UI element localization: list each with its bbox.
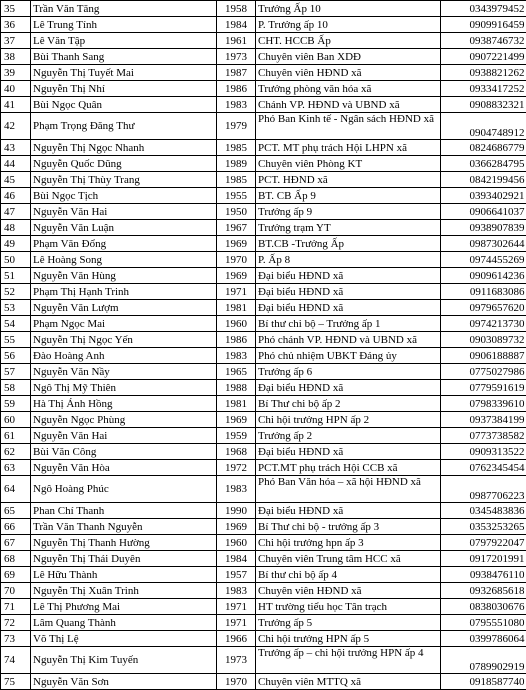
row-number-cell[interactable]: 42 xyxy=(1,113,31,140)
name-cell[interactable]: Nguyễn Quốc Dũng xyxy=(31,156,217,172)
birth-year-cell[interactable]: 1986 xyxy=(217,81,256,97)
position-cell[interactable]: BT.CB -Trưởng Ấp xyxy=(256,236,441,252)
name-cell[interactable]: Nguyễn Thị Kim Tuyến xyxy=(31,647,217,674)
row-number-cell[interactable]: 37 xyxy=(1,33,31,49)
row-number-cell[interactable]: 51 xyxy=(1,268,31,284)
table-row xyxy=(1,17,526,33)
phone-cell[interactable]: 0909614236 xyxy=(441,268,526,284)
position-cell[interactable]: Đại biểu HĐND xã xyxy=(256,503,441,519)
position-cell[interactable]: PCT. MT phụ trách Hội LHPN xã xyxy=(256,140,441,156)
position-cell[interactable]: Trưởng phòng văn hóa xã xyxy=(256,81,441,97)
birth-year-cell[interactable]: 1986 xyxy=(217,332,256,348)
phone-cell[interactable]: 0906641037 xyxy=(441,204,526,220)
row-number-cell[interactable]: 46 xyxy=(1,188,31,204)
row-number-cell[interactable]: 74 xyxy=(1,647,31,674)
name-cell[interactable]: Nguyễn Thị Ngọc Nhanh xyxy=(31,140,217,156)
phone-cell[interactable]: 0393402921 xyxy=(441,188,526,204)
birth-year-cell[interactable]: 1971 xyxy=(217,599,256,615)
table-row xyxy=(1,49,526,65)
birth-year-cell[interactable]: 1983 xyxy=(217,476,256,503)
table-row xyxy=(1,172,526,188)
phone-cell[interactable]: 0904748912 xyxy=(441,113,526,140)
birth-year-cell[interactable]: 1960 xyxy=(217,316,256,332)
birth-year-cell[interactable]: 1985 xyxy=(217,140,256,156)
name-cell[interactable]: Bùi Ngọc Tịch xyxy=(31,188,217,204)
birth-year-cell[interactable]: 1970 xyxy=(217,252,256,268)
row-number-cell[interactable]: 72 xyxy=(1,615,31,631)
row-number-cell[interactable]: 69 xyxy=(1,567,31,583)
birth-year-cell[interactable]: 1957 xyxy=(217,567,256,583)
row-number-cell[interactable]: 56 xyxy=(1,348,31,364)
birth-year-cell[interactable]: 1973 xyxy=(217,49,256,65)
row-number-cell[interactable]: 66 xyxy=(1,519,31,535)
table-row xyxy=(1,33,526,49)
phone-cell[interactable]: 0838030676 xyxy=(441,599,526,615)
row-number-cell[interactable]: 35 xyxy=(1,1,31,17)
birth-year-cell[interactable]: 1979 xyxy=(217,113,256,140)
birth-year-cell[interactable]: 1987 xyxy=(217,65,256,81)
birth-year-cell[interactable]: 1983 xyxy=(217,348,256,364)
table-row xyxy=(1,97,526,113)
name-cell[interactable]: Hà Thị Ánh Hồng xyxy=(31,396,217,412)
name-cell[interactable]: Nguyễn Thị Xuân Trinh xyxy=(31,583,217,599)
phone-cell[interactable]: 0343979452 xyxy=(441,1,526,17)
table-row xyxy=(1,284,526,300)
table-row xyxy=(1,236,526,252)
birth-year-cell[interactable]: 1984 xyxy=(217,551,256,567)
name-cell[interactable]: Nguyễn Văn Hòa xyxy=(31,460,217,476)
phone-cell[interactable]: 0937384199 xyxy=(441,412,526,428)
position-cell[interactable]: Phó chánh VP. HĐND và UBND xã xyxy=(256,332,441,348)
row-number-cell[interactable]: 44 xyxy=(1,156,31,172)
row-number-cell[interactable]: 71 xyxy=(1,599,31,615)
birth-year-cell[interactable]: 1966 xyxy=(217,631,256,647)
phone-cell[interactable]: 0795551080 xyxy=(441,615,526,631)
position-cell[interactable]: Chánh VP. HĐND và UBND xã xyxy=(256,97,441,113)
phone-cell[interactable]: 0938746732 xyxy=(441,33,526,49)
row-number-cell[interactable]: 48 xyxy=(1,220,31,236)
position-cell[interactable]: Chuyên viên HĐND xã xyxy=(256,65,441,81)
birth-year-cell[interactable]: 1985 xyxy=(217,172,256,188)
table-row xyxy=(1,647,526,674)
phone-cell[interactable]: 0345483836 xyxy=(441,503,526,519)
row-number-cell[interactable]: 45 xyxy=(1,172,31,188)
birth-year-cell[interactable]: 1973 xyxy=(217,647,256,674)
name-cell[interactable]: Phạm Văn Đổng xyxy=(31,236,217,252)
position-cell[interactable]: Đại biểu HĐND xã xyxy=(256,300,441,316)
table-row xyxy=(1,519,526,535)
name-cell[interactable]: Nguyễn Văn Hai xyxy=(31,204,217,220)
row-number-cell[interactable]: 49 xyxy=(1,236,31,252)
birth-year-cell[interactable]: 1959 xyxy=(217,428,256,444)
name-cell[interactable]: Trần Văn Thanh Nguyễn xyxy=(31,519,217,535)
table-row xyxy=(1,412,526,428)
table-row xyxy=(1,674,526,690)
position-cell[interactable]: Chuyên viên Ban XDĐ xyxy=(256,49,441,65)
phone-cell[interactable]: 0824686779 xyxy=(441,140,526,156)
name-cell[interactable]: Nguyễn Thị Tuyết Mai xyxy=(31,65,217,81)
position-cell[interactable]: BT. CB Ấp 9 xyxy=(256,188,441,204)
table-row xyxy=(1,81,526,97)
table-row xyxy=(1,460,526,476)
birth-year-cell[interactable]: 1983 xyxy=(217,97,256,113)
position-cell[interactable]: Trưởng ấp 6 xyxy=(256,364,441,380)
birth-year-cell[interactable]: 1968 xyxy=(217,444,256,460)
table-row xyxy=(1,599,526,615)
table-row xyxy=(1,252,526,268)
birth-year-cell[interactable]: 1971 xyxy=(217,284,256,300)
name-cell[interactable]: Nguyễn Ngọc Phùng xyxy=(31,412,217,428)
table-row xyxy=(1,396,526,412)
row-number-cell[interactable]: 55 xyxy=(1,332,31,348)
table-row xyxy=(1,268,526,284)
birth-year-cell[interactable]: 1967 xyxy=(217,220,256,236)
name-cell[interactable]: Nguyễn Văn Luận xyxy=(31,220,217,236)
name-cell[interactable]: Ngô Thị Mỹ Thiên xyxy=(31,380,217,396)
position-cell[interactable]: Chuyên viên MTTQ xã xyxy=(256,674,441,690)
phone-cell[interactable]: 0918587740 xyxy=(441,674,526,690)
row-number-cell[interactable]: 65 xyxy=(1,503,31,519)
name-cell[interactable]: Nguyễn Văn Hai xyxy=(31,428,217,444)
phone-cell[interactable]: 0906188887 xyxy=(441,348,526,364)
phone-cell[interactable]: 0933417252 xyxy=(441,81,526,97)
phone-cell[interactable]: 0775027986 xyxy=(441,364,526,380)
name-cell[interactable]: Lê Trung Tính xyxy=(31,17,217,33)
phone-cell[interactable]: 0938476110 xyxy=(441,567,526,583)
phone-cell[interactable]: 0798339610 xyxy=(441,396,526,412)
table-row xyxy=(1,204,526,220)
table-row xyxy=(1,503,526,519)
row-number-cell[interactable]: 75 xyxy=(1,674,31,690)
row-number-cell[interactable]: 38 xyxy=(1,49,31,65)
table-row xyxy=(1,1,526,17)
position-cell[interactable]: Chuyên viên Phòng KT xyxy=(256,156,441,172)
phone-cell[interactable]: 0907221499 xyxy=(441,49,526,65)
phone-cell[interactable]: 0908832321 xyxy=(441,97,526,113)
phone-cell[interactable]: 0932685618 xyxy=(441,583,526,599)
position-cell[interactable]: Bí thư chi bộ ấp 4 xyxy=(256,567,441,583)
row-number-cell[interactable]: 60 xyxy=(1,412,31,428)
position-cell[interactable]: Chi hội trưởng HPN ấp 2 xyxy=(256,412,441,428)
position-cell[interactable]: Bí Thư chi bộ - trưởng ấp 3 xyxy=(256,519,441,535)
position-cell[interactable]: Phó chủ nhiệm UBKT Đảng ủy xyxy=(256,348,441,364)
name-cell[interactable]: Lê Thị Phương Mai xyxy=(31,599,217,615)
position-cell[interactable]: Bí thư chi bộ – Trưởng ấp 1 xyxy=(256,316,441,332)
name-cell[interactable]: Nguyễn Thị Thùy Trang xyxy=(31,172,217,188)
position-cell[interactable]: Đại biểu HĐND xã xyxy=(256,380,441,396)
row-number-cell[interactable]: 70 xyxy=(1,583,31,599)
phone-cell[interactable]: 0399786064 xyxy=(441,631,526,647)
position-cell[interactable]: Chi hội trưởng hpn ấp 3 xyxy=(256,535,441,551)
table-row xyxy=(1,631,526,647)
table-row xyxy=(1,140,526,156)
birth-year-cell[interactable]: 1981 xyxy=(217,300,256,316)
birth-year-cell[interactable]: 1955 xyxy=(217,188,256,204)
phone-cell[interactable]: 0762345454 xyxy=(441,460,526,476)
table-row xyxy=(1,156,526,172)
table-row xyxy=(1,300,526,316)
birth-year-cell[interactable]: 1969 xyxy=(217,236,256,252)
name-cell[interactable]: Lâm Quang Thành xyxy=(31,615,217,631)
name-cell[interactable]: Phan Chí Thanh xyxy=(31,503,217,519)
position-cell[interactable]: Trưởng ấp 2 xyxy=(256,428,441,444)
phone-cell[interactable]: 0842199456 xyxy=(441,172,526,188)
position-cell[interactable]: PCT. HĐND xã xyxy=(256,172,441,188)
table-row xyxy=(1,380,526,396)
name-cell[interactable]: Võ Thị Lệ xyxy=(31,631,217,647)
table-row xyxy=(1,567,526,583)
phone-cell[interactable]: 0974455269 xyxy=(441,252,526,268)
birth-year-cell[interactable]: 1965 xyxy=(217,364,256,380)
name-cell[interactable]: Nguyễn Thị Nhí xyxy=(31,81,217,97)
phone-cell[interactable]: 0779591619 xyxy=(441,380,526,396)
birth-year-cell[interactable]: 1989 xyxy=(217,156,256,172)
name-cell[interactable]: Phạm Ngọc Mai xyxy=(31,316,217,332)
birth-year-cell[interactable]: 1971 xyxy=(217,615,256,631)
name-cell[interactable]: Đào Hoàng Anh xyxy=(31,348,217,364)
name-cell[interactable]: Phạm Thị Hạnh Trinh xyxy=(31,284,217,300)
table-row xyxy=(1,583,526,599)
position-cell[interactable]: PCT.MT phụ trách Hội CCB xã xyxy=(256,460,441,476)
table-row xyxy=(1,535,526,551)
phone-cell[interactable]: 0987706223 xyxy=(441,476,526,503)
row-number-cell[interactable]: 50 xyxy=(1,252,31,268)
name-cell[interactable]: Trần Văn Tăng xyxy=(31,1,217,17)
phone-cell[interactable]: 0979657620 xyxy=(441,300,526,316)
table-row xyxy=(1,551,526,567)
birth-year-cell[interactable]: 1969 xyxy=(217,268,256,284)
birth-year-cell[interactable]: 1983 xyxy=(217,583,256,599)
birth-year-cell[interactable]: 1950 xyxy=(217,204,256,220)
position-cell[interactable]: Đại biểu HĐND xã xyxy=(256,268,441,284)
position-cell[interactable]: HT trường tiểu học Tân trạch xyxy=(256,599,441,615)
row-number-cell[interactable]: 68 xyxy=(1,551,31,567)
birth-year-cell[interactable]: 1961 xyxy=(217,33,256,49)
name-cell[interactable]: Nguyễn Văn Lượm xyxy=(31,300,217,316)
position-cell[interactable]: Phó Ban Văn hóa – xã hội HĐND xã xyxy=(256,476,441,503)
birth-year-cell[interactable]: 1969 xyxy=(217,412,256,428)
birth-year-cell[interactable]: 1972 xyxy=(217,460,256,476)
phone-cell[interactable]: 0353253265 xyxy=(441,519,526,535)
name-cell[interactable]: Phạm Trọng Đăng Thư xyxy=(31,113,217,140)
row-number-cell[interactable]: 63 xyxy=(1,460,31,476)
name-cell[interactable]: Lê Văn Tập xyxy=(31,33,217,49)
name-cell[interactable]: Ngô Hoàng Phúc xyxy=(31,476,217,503)
position-cell[interactable]: Đại biểu HĐND xã xyxy=(256,284,441,300)
row-number-cell[interactable]: 61 xyxy=(1,428,31,444)
row-number-cell[interactable]: 39 xyxy=(1,65,31,81)
name-cell[interactable]: Nguyễn Văn Nầy xyxy=(31,364,217,380)
row-number-cell[interactable]: 64 xyxy=(1,476,31,503)
position-cell[interactable]: Chuyên viên Trung tâm HCC xã xyxy=(256,551,441,567)
phone-cell[interactable]: 0797922047 xyxy=(441,535,526,551)
row-number-cell[interactable]: 52 xyxy=(1,284,31,300)
phone-cell[interactable]: 0987302644 xyxy=(441,236,526,252)
row-number-cell[interactable]: 53 xyxy=(1,300,31,316)
table-row xyxy=(1,428,526,444)
table-row xyxy=(1,220,526,236)
phone-cell[interactable]: 0789902919 xyxy=(441,647,526,674)
birth-year-cell[interactable]: 1981 xyxy=(217,396,256,412)
position-cell[interactable]: Trưởng Ấp 10 xyxy=(256,1,441,17)
phone-cell[interactable]: 0909916459 xyxy=(441,17,526,33)
birth-year-cell[interactable]: 1958 xyxy=(217,1,256,17)
name-cell[interactable]: Nguyễn Văn Hùng xyxy=(31,268,217,284)
position-cell[interactable]: Bí Thư chi bộ ấp 2 xyxy=(256,396,441,412)
table-body xyxy=(1,1,526,690)
table-row xyxy=(1,364,526,380)
position-cell[interactable]: Trưởng ấp – chi hội trưởng HPN ấp 4 xyxy=(256,647,441,674)
position-cell[interactable]: P. Ấp 8 xyxy=(256,252,441,268)
table-row xyxy=(1,65,526,81)
position-cell[interactable]: CHT. HCCB Ấp xyxy=(256,33,441,49)
row-number-cell[interactable]: 43 xyxy=(1,140,31,156)
name-cell[interactable]: Nguyễn Văn Sơn xyxy=(31,674,217,690)
row-number-cell[interactable]: 47 xyxy=(1,204,31,220)
table-row xyxy=(1,444,526,460)
row-number-cell[interactable]: 67 xyxy=(1,535,31,551)
phone-cell[interactable]: 0974213730 xyxy=(441,316,526,332)
row-number-cell[interactable]: 41 xyxy=(1,97,31,113)
name-cell[interactable]: Lê Hữu Thành xyxy=(31,567,217,583)
phone-cell[interactable]: 0938821262 xyxy=(441,65,526,81)
birth-year-cell[interactable]: 1984 xyxy=(217,17,256,33)
row-number-cell[interactable]: 62 xyxy=(1,444,31,460)
position-cell[interactable]: Phó Ban Kinh tế - Ngân sách HĐND xã xyxy=(256,113,441,140)
name-cell[interactable]: Bùi Ngọc Quân xyxy=(31,97,217,113)
table-row xyxy=(1,348,526,364)
position-cell[interactable]: Chi hội trưởng HPN ấp 5 xyxy=(256,631,441,647)
phone-cell[interactable]: 0903089732 xyxy=(441,332,526,348)
phone-cell[interactable]: 0773738582 xyxy=(441,428,526,444)
phone-cell[interactable]: 0911683086 xyxy=(441,284,526,300)
position-cell[interactable]: Trưởng ấp 5 xyxy=(256,615,441,631)
row-number-cell[interactable]: 54 xyxy=(1,316,31,332)
name-cell[interactable]: Bùi Thanh Sang xyxy=(31,49,217,65)
row-number-cell[interactable]: 57 xyxy=(1,364,31,380)
row-number-cell[interactable]: 59 xyxy=(1,396,31,412)
row-number-cell[interactable]: 73 xyxy=(1,631,31,647)
phone-cell[interactable]: 0917201991 xyxy=(441,551,526,567)
row-number-cell[interactable]: 58 xyxy=(1,380,31,396)
birth-year-cell[interactable]: 1970 xyxy=(217,674,256,690)
phone-cell[interactable]: 0938907839 xyxy=(441,220,526,236)
table-row xyxy=(1,188,526,204)
table-row xyxy=(1,316,526,332)
table-row xyxy=(1,113,526,140)
birth-year-cell[interactable]: 1960 xyxy=(217,535,256,551)
birth-year-cell[interactable]: 1990 xyxy=(217,503,256,519)
birth-year-cell[interactable]: 1969 xyxy=(217,519,256,535)
name-cell[interactable]: Lê Hoàng Song xyxy=(31,252,217,268)
name-cell[interactable]: Nguyễn Thị Thanh Hường xyxy=(31,535,217,551)
phone-cell[interactable]: 0366284795 xyxy=(441,156,526,172)
position-cell[interactable]: Chuyên viên HĐND xã xyxy=(256,583,441,599)
name-cell[interactable]: Nguyễn Thị Ngọc Yến xyxy=(31,332,217,348)
table-row xyxy=(1,476,526,503)
row-number-cell[interactable]: 36 xyxy=(1,17,31,33)
birth-year-cell[interactable]: 1988 xyxy=(217,380,256,396)
name-cell[interactable]: Bùi Văn Công xyxy=(31,444,217,460)
table-row xyxy=(1,332,526,348)
position-cell[interactable]: Đại biểu HĐND xã xyxy=(256,444,441,460)
position-cell[interactable]: Trưởng trạm YT xyxy=(256,220,441,236)
position-cell[interactable]: Trưởng ấp 9 xyxy=(256,204,441,220)
phone-cell[interactable]: 0909313522 xyxy=(441,444,526,460)
position-cell[interactable]: P. Trưởng ấp 10 xyxy=(256,17,441,33)
name-cell[interactable]: Nguyễn Thị Thái Duyên xyxy=(31,551,217,567)
table-row xyxy=(1,615,526,631)
row-number-cell[interactable]: 40 xyxy=(1,81,31,97)
